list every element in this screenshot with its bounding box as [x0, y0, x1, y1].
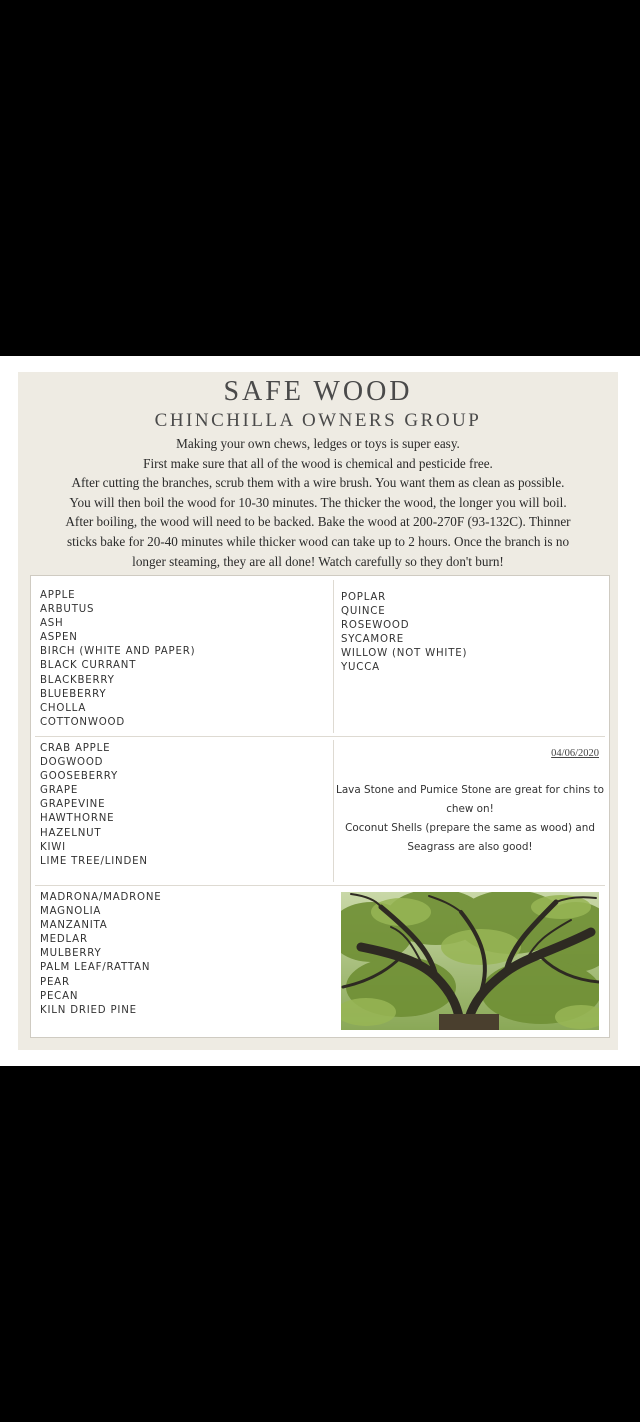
list-item: WILLOW (NOT WHITE)	[341, 648, 468, 660]
intro-line: longer steaming, they are all done! Watch carefully so they don't burn!	[132, 553, 504, 569]
note-line: Coconut Shells (prepare the same as wood) and	[345, 822, 595, 834]
safe-wood-infographic	[0, 356, 640, 1066]
list-item: ARBUTUS	[40, 604, 95, 616]
wood-list-p-to-y	[341, 591, 467, 676]
list-item: POPLAR	[341, 592, 387, 603]
list-item: MEDLAR	[40, 934, 88, 946]
intro-line: After cutting the branches, scrub them with a wire brush. You want them as clean as possible.	[71, 475, 565, 491]
list-item: HAWTHORNE	[40, 813, 115, 825]
intro-text	[24, 434, 612, 571]
intro-line: After boiling, the wood will need to be backed. Bake the wood at 200-270F (93-132C). Thinner	[65, 514, 571, 530]
tree-photo	[341, 892, 599, 1030]
list-item: GOOSEBERRY	[40, 771, 118, 783]
wood-list-c-to-l	[40, 742, 148, 869]
list-item: PEAR	[40, 976, 70, 988]
coconut-note	[331, 819, 609, 856]
list-item: MANZANITA	[40, 920, 108, 932]
note-line: chew on!	[446, 802, 494, 815]
list-item: MAGNOLIA	[40, 906, 102, 918]
intro-line: sticks bake for 20-40 minutes while thicker wood can take up to 2 hours. Once the branch is no	[66, 533, 570, 549]
list-item: ROSEWOOD	[341, 620, 410, 632]
note-line: Seagrass are also good!	[407, 840, 533, 853]
wood-list-a-to-c	[40, 589, 195, 730]
list-item: BLACK CURRANT	[40, 660, 137, 672]
list-item: PECAN	[40, 990, 79, 1002]
list-item: GRAPE	[40, 785, 79, 797]
page-title: SAFE WOOD	[223, 376, 413, 407]
list-item: KIWI	[40, 841, 66, 853]
intro-line: First make sure that all of the wood is chemical and pesticide free.	[143, 455, 493, 471]
date-stamp: 04/06/2020	[551, 748, 599, 759]
list-item: BLUEBERRY	[40, 688, 107, 700]
stone-note	[331, 781, 609, 818]
list-item: YUCCA	[341, 662, 380, 674]
list-item: ASH	[40, 618, 64, 630]
list-item: CRAB APPLE	[40, 743, 111, 754]
intro-line: Making your own chews, ledges or toys is super easy.	[176, 436, 460, 451]
list-item: KILN DRIED PINE	[40, 1004, 137, 1016]
divider	[333, 580, 334, 733]
list-item: GRAPEVINE	[40, 799, 106, 811]
list-item: CHOLLA	[40, 702, 87, 714]
content-panel	[18, 372, 618, 1050]
list-item: BLACKBERRY	[40, 674, 115, 686]
list-item: MADRONA/MADRONE	[40, 892, 162, 903]
list-item: COTTONWOOD	[40, 716, 125, 728]
list-item: HAZELNUT	[40, 827, 102, 839]
wood-list-box	[30, 575, 610, 1038]
list-item: QUINCE	[341, 606, 386, 618]
list-item: LIME TREE/LINDEN	[40, 855, 148, 867]
divider	[35, 885, 605, 886]
list-item: APPLE	[40, 590, 76, 601]
list-item: PALM LEAF/RATTAN	[40, 962, 151, 974]
wood-list-m-to-p	[40, 891, 161, 1018]
list-item: DOGWOOD	[40, 757, 104, 769]
group-name: CHINCHILLA OWNERS GROUP	[154, 410, 482, 431]
list-item: BIRCH (WHITE AND PAPER)	[40, 646, 196, 658]
list-item: SYCAMORE	[341, 634, 404, 646]
note-line: Lava Stone and Pumice Stone are great for chins to	[336, 784, 604, 796]
intro-line: You will then boil the wood for 10-30 minutes. The thicker the wood, the longer you will boil.	[69, 494, 567, 510]
list-item: MULBERRY	[40, 948, 102, 960]
list-item: ASPEN	[40, 632, 78, 644]
divider	[35, 736, 605, 737]
